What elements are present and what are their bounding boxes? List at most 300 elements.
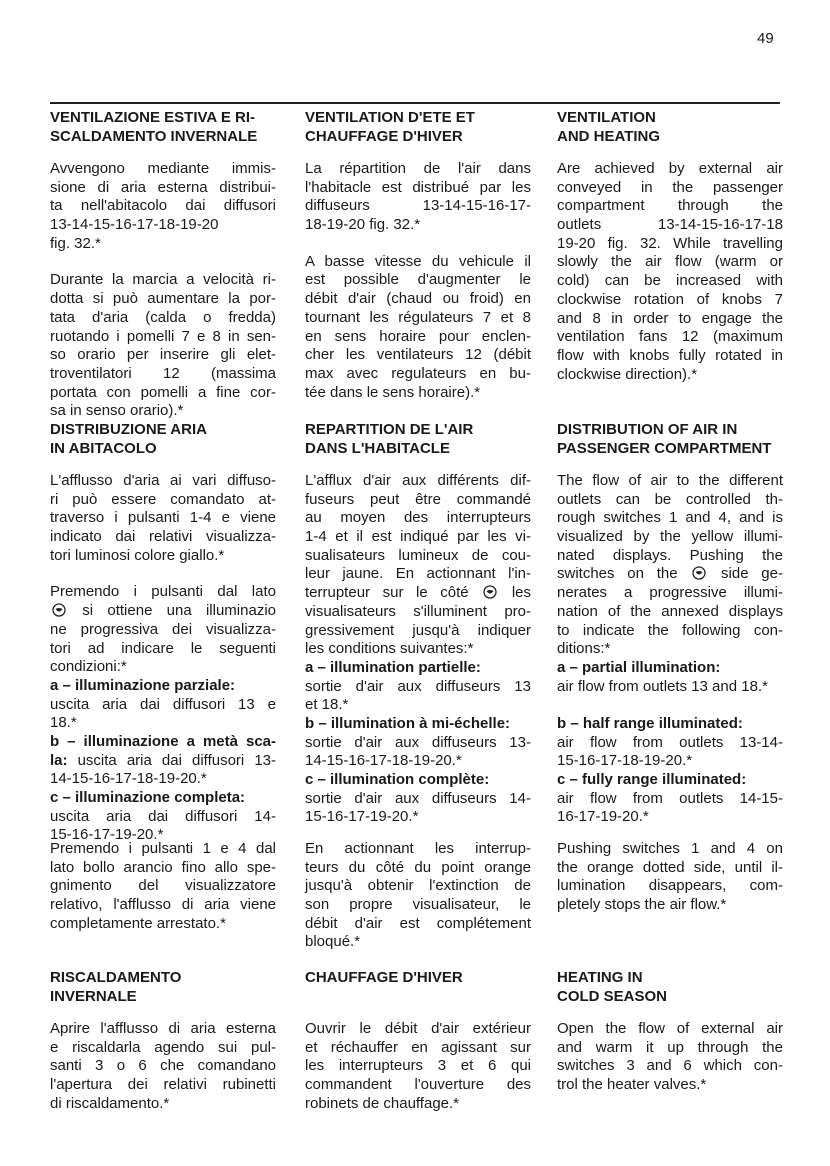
heading-line: PASSENGER COMPARTMENT	[557, 440, 772, 457]
text-line	[557, 253, 783, 272]
text-line	[557, 896, 783, 915]
text-line	[50, 752, 276, 771]
text-segment: switches 3 and 6 which con-	[557, 1057, 783, 1075]
text-segment: c – illumination complète:	[305, 771, 490, 788]
paragraph	[50, 1020, 276, 1113]
section-heading-it	[50, 968, 276, 1006]
heading-line: REPARTITION DE L'AIR	[305, 421, 474, 438]
section-heading-en	[557, 108, 783, 146]
text-segment: si ottiene una illuminazio	[68, 602, 276, 620]
text-line	[305, 808, 531, 827]
text-segment: visualisateurs s'illuminent pro-	[305, 602, 531, 620]
text-line	[50, 640, 276, 659]
section-body-en	[557, 472, 783, 845]
text-segment: indicato dai relativi visualizza-	[50, 528, 276, 546]
text-segment: di riscaldamento.*	[50, 1094, 170, 1112]
text-segment: jusqu'à obtenir l'extinction de	[305, 877, 531, 895]
text-line	[305, 790, 531, 809]
text-segment: b – illuminazione a metà sca-	[50, 732, 276, 750]
text-segment: l'habitacle est distribué par les	[305, 178, 531, 196]
text-line	[50, 789, 276, 808]
text-line	[50, 677, 276, 696]
text-line	[557, 678, 783, 697]
text-segment: uscita aria dai diffusori 13-	[67, 751, 276, 769]
text-line	[305, 859, 531, 878]
text-segment: 15-16-17-19-20.*	[50, 826, 164, 844]
text-segment: a – illuminazione parziale:	[50, 676, 236, 694]
stop-airflow-text-en	[557, 840, 783, 933]
text-segment: rough switches 1 and 4, and is	[557, 509, 783, 527]
text-line	[50, 309, 276, 328]
text-line	[305, 771, 531, 790]
text-segment: a – partial illumination:	[557, 658, 721, 676]
text-line	[50, 528, 276, 547]
text-segment: sa in senso orario).*	[50, 402, 184, 420]
text-line	[50, 346, 276, 365]
text-line	[557, 509, 783, 528]
text-line	[557, 752, 783, 771]
text-segment: commandent l'ouverture des	[305, 1076, 531, 1094]
text-line	[50, 472, 276, 491]
text-segment: completamente arrestato.*	[50, 914, 226, 932]
text-line	[557, 310, 783, 329]
text-line	[305, 346, 531, 365]
heading-line: DISTRIBUTION OF AIR IN	[557, 421, 738, 438]
text-segment: tori luminosi colore giallo.*	[50, 546, 225, 564]
text-segment: sione di aria esterna distribui-	[50, 178, 276, 196]
paragraph	[50, 271, 276, 421]
text-segment: les	[499, 584, 531, 602]
text-line	[305, 659, 531, 678]
text-segment: c – fully range illuminated:	[557, 771, 747, 788]
text-line	[305, 734, 531, 753]
text-line	[557, 491, 783, 510]
text-line	[557, 179, 783, 198]
text-segment: est possible d'augmenter le	[305, 271, 531, 289]
section-body-fr	[305, 160, 531, 420]
text-segment: En actionnant les interrup-	[305, 840, 531, 857]
text-line	[557, 859, 783, 878]
text-segment: l'apertura dei relativi rubinetti	[50, 1076, 276, 1094]
text-line	[50, 1039, 276, 1058]
text-segment: and warm it up through the	[557, 1038, 783, 1056]
text-line	[305, 1076, 531, 1095]
text-segment: lumination disappears, com-	[557, 877, 783, 895]
text-line	[557, 1057, 783, 1076]
paragraph	[557, 160, 783, 384]
section-heading-fr	[305, 108, 531, 146]
text-segment: teurs du côté du point orange	[305, 858, 531, 876]
text-segment: portata con pomelli a fine cor-	[50, 383, 276, 401]
heating-text-en	[557, 1020, 783, 1113]
text-line	[557, 1076, 783, 1095]
paragraph	[557, 840, 783, 915]
text-segment: cold) can be increased with	[557, 272, 783, 290]
text-line	[557, 1020, 783, 1039]
text-segment: the orange dotted side, until il-	[557, 858, 783, 876]
text-line	[305, 1020, 531, 1039]
text-line	[305, 640, 531, 659]
text-line	[50, 770, 276, 789]
text-line	[305, 491, 531, 510]
text-segment: diffuseurs 13-14-15-16-17-	[305, 197, 531, 215]
text-segment: lato bollo arancio fino allo spe-	[50, 858, 276, 876]
text-segment: ditions:*	[557, 640, 611, 658]
text-segment: uscita aria dai diffusori 14-	[50, 807, 276, 825]
text-line	[557, 160, 783, 179]
text-line	[50, 621, 276, 640]
text-segment: b – illumination à mi-échelle:	[305, 714, 511, 732]
text-segment: Durante la marcia a velocità ri-	[50, 271, 276, 289]
text-segment: les interrupteurs 3 et 6 qui	[305, 1057, 531, 1075]
text-segment: to indicate the following con-	[557, 621, 783, 639]
heading-line: SCALDAMENTO INVERNALE	[50, 128, 258, 145]
text-line	[50, 179, 276, 198]
text-segment: nerates a progressive illumi-	[557, 584, 783, 602]
text-segment: outlets 13-14-15-16-17-18	[557, 216, 783, 234]
text-segment: max avec regulateurs en bu-	[305, 364, 531, 382]
text-line	[305, 328, 531, 347]
text-segment: sualisateurs lumineux de cou-	[305, 546, 531, 564]
text-line	[50, 384, 276, 403]
text-line	[557, 366, 783, 385]
text-line	[50, 365, 276, 384]
text-segment: cher les ventilateurs 12 (débit	[305, 346, 531, 364]
text-segment: sortie d'air aux diffuseurs 14-	[305, 789, 531, 807]
text-line	[50, 1057, 276, 1076]
text-line	[557, 808, 783, 827]
section-body-it	[50, 160, 276, 439]
text-segment: 14-15-16-17-18-19-20.*	[50, 770, 207, 788]
text-line	[557, 640, 783, 659]
text-line	[50, 696, 276, 715]
text-line	[50, 197, 276, 216]
text-line	[557, 715, 783, 734]
heading-line: AND HEATING	[557, 128, 661, 145]
text-segment: dotta si può aumentare la por-	[50, 290, 276, 308]
text-segment: clockwise rotation of knobs 7	[557, 290, 783, 308]
text-line	[50, 235, 276, 254]
text-line	[50, 915, 276, 934]
text-segment: troventilatori 12 (massima	[50, 364, 276, 382]
text-line	[305, 678, 531, 697]
paragraph	[305, 840, 531, 952]
text-segment: visualized by the yellow illumi-	[557, 528, 783, 546]
text-line	[557, 696, 783, 715]
text-segment: flow with knobs fully rotated in	[557, 346, 783, 364]
text-segment: Premendo i pulsanti dal lato	[50, 583, 276, 601]
text-segment: side ge-	[708, 565, 783, 583]
text-line	[50, 328, 276, 347]
text-segment: 16-17-19-20.*	[557, 808, 649, 826]
section-heading-fr	[305, 968, 531, 987]
text-segment: A basse vitesse du vehicule il	[305, 252, 531, 270]
text-line	[305, 1057, 531, 1076]
text-segment: The flow of air to the different	[557, 472, 783, 489]
text-line	[305, 877, 531, 896]
text-segment: Ouvrir le débit d'air extérieur	[305, 1020, 531, 1037]
text-line	[557, 197, 783, 216]
text-line	[557, 565, 783, 584]
text-segment: 13-14-15-16-17-18-19-20	[50, 216, 219, 234]
text-line	[50, 160, 276, 179]
text-line	[50, 1020, 276, 1039]
paragraph	[50, 583, 276, 845]
text-line	[50, 583, 276, 602]
text-segment: tori ad indicare le seguenti	[50, 639, 276, 657]
text-segment: Open the flow of external air	[557, 1020, 783, 1037]
text-line	[557, 347, 783, 366]
text-line	[50, 402, 276, 421]
text-segment: tata d'aria (calda o fredda)	[50, 308, 276, 326]
text-segment: gnimento del visualizzatore	[50, 877, 276, 895]
text-line	[305, 271, 531, 290]
text-line	[50, 509, 276, 528]
text-line	[305, 509, 531, 528]
text-segment: Avvengono mediante immis-	[50, 160, 276, 177]
paragraph	[50, 472, 276, 565]
text-segment: condizioni:*	[50, 658, 127, 676]
paragraph	[305, 253, 531, 403]
text-line	[305, 253, 531, 272]
text-segment: conveyed in the passenger	[557, 178, 783, 196]
section-heading-en	[557, 420, 783, 458]
text-segment: et réchauffer en agissant sur	[305, 1038, 531, 1056]
heading-line: VENTILAZIONE ESTIVA E RI-	[50, 109, 256, 126]
heading-line: CHAUFFAGE D'HIVER	[305, 128, 463, 145]
heading-line: COLD SEASON	[557, 988, 668, 1005]
paragraph	[557, 472, 783, 827]
text-segment: 15-16-17-18-19-20.*	[557, 752, 693, 770]
text-segment: tée dans le sens horaire).*	[305, 383, 481, 401]
text-line	[50, 1076, 276, 1095]
text-line	[557, 584, 783, 603]
text-segment: fuseurs peut être commandé	[305, 490, 531, 508]
text-line	[50, 547, 276, 566]
text-line	[557, 603, 783, 622]
text-segment: relativo, l'afflusso di aria viene	[50, 896, 276, 914]
text-segment: uscita aria dai diffusori 13 e	[50, 695, 276, 713]
text-segment: air flow from outlets 13 and 18.*	[557, 677, 768, 695]
text-line	[50, 271, 276, 290]
text-line	[305, 565, 531, 584]
text-line	[557, 734, 783, 753]
text-line	[50, 491, 276, 510]
text-line	[305, 1039, 531, 1058]
text-segment: air flow from outlets 13-14-	[557, 733, 783, 751]
text-line	[305, 752, 531, 771]
text-segment: Aprire l'afflusso di aria esterna	[50, 1020, 276, 1037]
text-line	[50, 658, 276, 677]
text-segment: compartment through the	[557, 197, 783, 215]
text-line	[305, 472, 531, 491]
text-segment: 15-16-17-19-20.*	[305, 808, 419, 826]
text-segment: L'afflusso d'aria ai vari diffuso-	[50, 472, 276, 489]
text-line	[305, 179, 531, 198]
heading-line: DISTRIBUZIONE ARIA	[50, 421, 207, 438]
text-line	[305, 840, 531, 859]
section-heading-it	[50, 420, 276, 458]
section-heading-fr	[305, 420, 531, 458]
text-segment: nated displays. Pushing the	[557, 546, 783, 564]
text-segment: terrupteur sur le côté	[305, 584, 482, 602]
heading-line: VENTILATION	[557, 109, 656, 126]
text-line	[50, 840, 276, 859]
text-segment: gressivement jusqu'à indiquer	[305, 621, 531, 639]
text-line	[50, 733, 276, 752]
text-segment: Premendo i pulsanti 1 e 4 dal	[50, 840, 276, 857]
text-segment: c – illuminazione completa:	[50, 789, 246, 806]
text-segment: Are achieved by external air	[557, 160, 783, 177]
text-line	[557, 291, 783, 310]
text-segment: santi 3 o 6 che comandano	[50, 1057, 276, 1075]
text-line	[305, 622, 531, 641]
text-segment: trol the heater valves.*	[557, 1076, 707, 1094]
text-line	[50, 714, 276, 733]
text-line	[557, 235, 783, 254]
text-line	[50, 216, 276, 235]
text-line	[305, 603, 531, 622]
text-line	[305, 384, 531, 403]
text-segment: leur jaune. En actionnant l'in-	[305, 565, 531, 583]
text-line	[557, 1039, 783, 1058]
text-segment: sortie d'air aux diffuseurs 13-	[305, 733, 531, 751]
text-line	[557, 547, 783, 566]
text-line	[50, 602, 276, 621]
header-rule	[50, 102, 780, 104]
heading-line: HEATING IN	[557, 969, 643, 986]
text-segment: en sens horaire pour enclen-	[305, 327, 531, 345]
text-line	[50, 290, 276, 309]
text-segment: débit d'air (chaud ou froid) en	[305, 290, 531, 308]
heating-text-fr	[305, 1020, 531, 1131]
heating-text-it	[50, 1020, 276, 1131]
heading-line: VENTILATION D'ETE ET	[305, 109, 475, 126]
text-segment: pletely stops the air flow.*	[557, 896, 727, 914]
page-number: 49	[757, 30, 774, 47]
text-segment: so orario per inserire gli elet-	[50, 346, 276, 364]
text-line	[557, 790, 783, 809]
text-segment: 18-19-20 fig. 32.*	[305, 216, 421, 234]
text-segment: nation of the annexed displays	[557, 602, 783, 620]
heading-line: DANS L'HABITACLE	[305, 440, 450, 457]
text-segment: ri può essere comandato at-	[50, 490, 276, 508]
text-line	[305, 290, 531, 309]
text-line	[305, 160, 531, 179]
text-segment: Pushing switches 1 and 4 on	[557, 840, 783, 857]
text-segment: ne progressiva dei visualizza-	[50, 620, 276, 638]
text-line	[305, 216, 531, 235]
text-segment: traverso i pulsanti 1-4 e viene	[50, 509, 276, 527]
text-line	[50, 896, 276, 915]
text-line	[557, 622, 783, 641]
text-line	[50, 1095, 276, 1114]
text-line	[305, 915, 531, 934]
text-line	[50, 859, 276, 878]
text-segment: au moyen des interrupteurs	[305, 509, 531, 527]
text-line	[50, 808, 276, 827]
text-line	[305, 365, 531, 384]
text-line	[305, 584, 531, 603]
section-body-it	[50, 472, 276, 863]
text-segment: ta nell'abitacolo dai diffusori	[50, 197, 276, 215]
heading-line: CHAUFFAGE D'HIVER	[305, 969, 463, 986]
section-heading-it	[50, 108, 276, 146]
text-line	[557, 528, 783, 547]
text-line	[305, 1095, 531, 1114]
text-segment: switches on the	[557, 565, 691, 583]
text-line	[557, 272, 783, 291]
text-segment: et 18.*	[305, 696, 349, 714]
stop-airflow-text-fr	[305, 840, 531, 970]
text-segment: les conditions suivantes:*	[305, 640, 474, 658]
heading-line: IN ABITACOLO	[50, 440, 157, 457]
text-line	[305, 309, 531, 328]
text-segment: and 8 in order to engage the	[557, 309, 783, 327]
text-line	[305, 197, 531, 216]
text-segment: e riscaldarla agendo sui pul-	[50, 1038, 276, 1056]
text-segment: slowly the air flow (warm or	[557, 253, 783, 271]
paragraph	[50, 160, 276, 253]
heading-line: INVERNALE	[50, 988, 137, 1005]
paragraph	[50, 840, 276, 933]
text-segment: ventilation fans 12 (maximum	[557, 328, 783, 346]
text-line	[557, 877, 783, 896]
text-segment: L'afflux d'air aux différents dif-	[305, 472, 531, 489]
text-line	[305, 896, 531, 915]
text-line	[305, 715, 531, 734]
paragraph	[557, 1020, 783, 1095]
text-line	[50, 877, 276, 896]
text-line	[305, 528, 531, 547]
text-line	[557, 328, 783, 347]
paragraph	[305, 1020, 531, 1113]
text-segment: ruotando i pomelli 7 e 8 in sen-	[50, 327, 276, 345]
text-segment: clockwise direction).*	[557, 365, 698, 383]
text-line	[557, 659, 783, 678]
text-line	[305, 696, 531, 715]
paragraph	[305, 472, 531, 827]
text-segment: La répartition de l'air dans	[305, 160, 531, 177]
paragraph	[305, 160, 531, 235]
text-segment: b – half range illuminated:	[557, 714, 743, 732]
text-segment: outlets can be controlled th-	[557, 490, 783, 508]
text-segment: 18.*	[50, 714, 77, 732]
text-segment: fig. 32.*	[50, 234, 101, 252]
text-segment: son propre visualisateur, le	[305, 896, 531, 914]
text-segment: la:	[50, 751, 68, 769]
text-segment: 19-20 fig. 32. While travelling	[557, 234, 783, 252]
section-body-fr	[305, 472, 531, 845]
text-line	[557, 840, 783, 859]
text-segment: 1-4 et il est indiqué par les vi-	[305, 528, 531, 546]
text-line	[557, 771, 783, 790]
text-segment: 14-15-16-17-18-19-20.*	[305, 752, 462, 770]
text-segment: robinets de chauffage.*	[305, 1094, 460, 1112]
text-line	[557, 472, 783, 491]
text-segment: débit d'air est complétement	[305, 914, 531, 932]
text-line	[305, 933, 531, 952]
text-segment: bloqué.*	[305, 933, 361, 951]
section-heading-en	[557, 968, 783, 1006]
text-segment: air flow from outlets 14-15-	[557, 789, 783, 807]
text-segment: sortie d'air aux diffuseurs 13	[305, 677, 531, 695]
text-line	[305, 547, 531, 566]
heading-line: RISCALDAMENTO	[50, 969, 182, 986]
stop-airflow-text-it	[50, 840, 276, 951]
text-segment: tournant les régulateurs 7 et 8	[305, 308, 531, 326]
text-line	[557, 216, 783, 235]
